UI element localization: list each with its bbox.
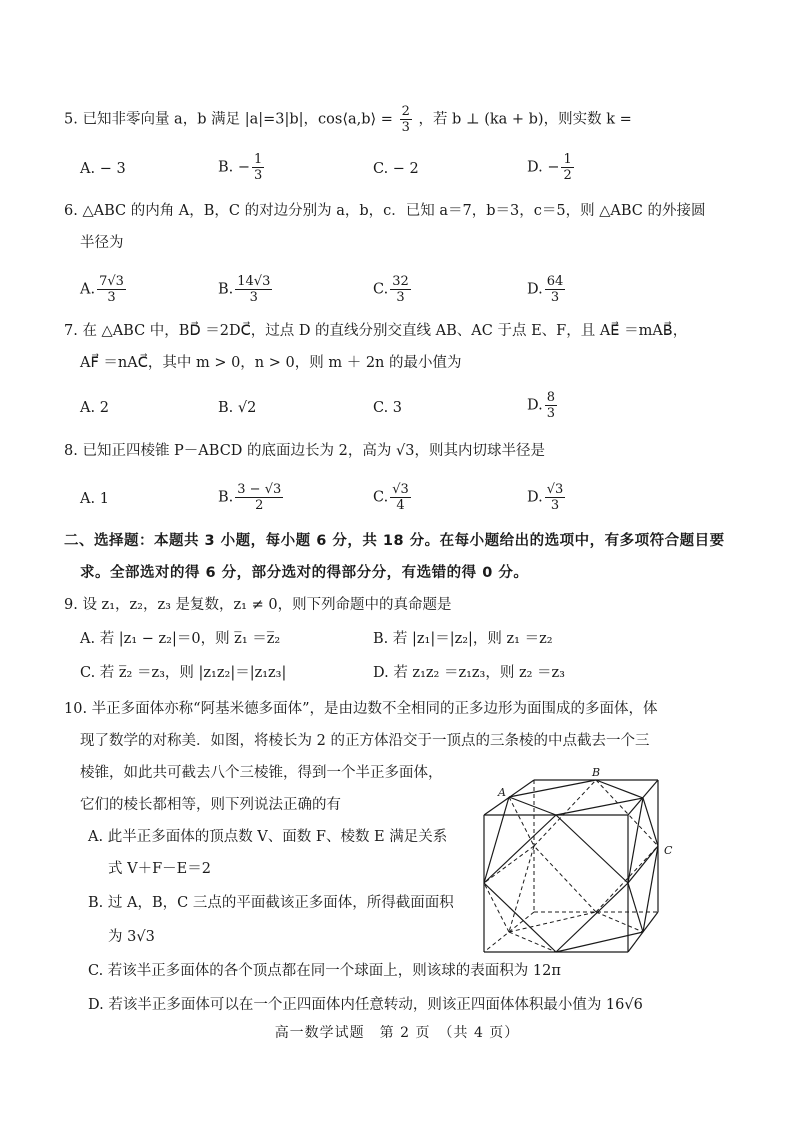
poly-edge: [628, 846, 658, 883]
q10-option-b-line2: 为 3√3: [108, 929, 155, 945]
q6-option-c: C. $\frac{32}{3}$: [373, 274, 409, 305]
poly-edge: [484, 797, 509, 883]
q8-option-b: B. $\frac{3 - √3}{2}$: [218, 482, 282, 513]
poly-edge: [556, 815, 628, 883]
q8-option-d: D. $\frac{√3}{3}$: [527, 482, 564, 513]
q10-option-d: D. 若该半正多面体可以在一个正四面体内任意转动，则该正四面体体积最小值为 16√6: [88, 997, 643, 1013]
q10-option-c: C. 若该半正多面体的各个顶点都在同一个球面上，则该球的表面积为 12π: [88, 963, 561, 979]
q6-option-d: D. $\frac{64}{3}$: [527, 274, 564, 305]
q10-stem-line3: 棱锥，如此共可截去八个三棱锥，得到一个半正多面体，: [80, 765, 443, 781]
q6-option-b: B. $\frac{14√3}{3}$: [218, 274, 271, 305]
q5-stem: [64, 104, 632, 135]
q5-stem-part2: ，若 b ⊥ (ka + b)，则实数 k =: [418, 111, 632, 128]
q5-option-a: A. − 3: [80, 161, 126, 177]
poly-edge: [596, 780, 643, 798]
q9-option-c: C. 若 z̅₂ ＝z₃，则 |z₁z₂|＝|z₁z₃|: [80, 665, 287, 681]
q10-stem-line1: 10. 半正多面体亦称“阿基米德多面体”，是由边数不全相同的正多边形为面围成的多面体，体: [64, 701, 658, 717]
q7-option-d: D. $\frac{8}{3}$: [527, 390, 555, 421]
poly-edge: [484, 815, 556, 883]
q5-option-b: B. − $\frac{1}{3}$: [218, 152, 263, 183]
hidden-edge: [596, 912, 643, 932]
poly-edge: [643, 798, 658, 846]
q7-option-c: C. 3: [373, 400, 403, 416]
hidden-edge: [509, 932, 556, 952]
section2-heading-line1: 二、选择题：本题共 3 小题，每小题 6 分，共 18 分。在每小题给出的选项中，有多项符合题目要: [64, 533, 725, 549]
label-c: C: [664, 844, 673, 857]
q8-option-c: C. $\frac{√3}{4}$: [373, 482, 409, 513]
cuboctahedron-figure: [478, 766, 700, 956]
poly-edge: [556, 883, 628, 952]
q5-stem-part1: 5. 已知非零向量 a，b 满足 |a|=3|b|，cos⟨a,b⟩ =: [64, 111, 393, 128]
section2-heading-line2: 求。全部选对的得 6 分，部分选对的得部分分，有选错的得 0 分。: [80, 565, 529, 581]
q6-stem-line2: 半径为: [80, 235, 124, 251]
poly-edge: [509, 797, 556, 815]
q5-fraction: $\frac{2}{3}$: [401, 104, 410, 135]
q6-stem-line1: 6. △ABC 的内角 A，B，C 的对边分别为 a，b，c．已知 a＝7，b＝3，c＝5，则 △ABC 的外接圆: [64, 203, 706, 219]
q9-option-a: A. 若 |z₁ − z₂|＝0，则 z̅₁ ＝z̅₂: [80, 631, 281, 647]
hidden-edge: [484, 846, 534, 883]
label-a: A: [498, 786, 506, 799]
q8-stem: 8. 已知正四棱锥 P－ABCD 的底面边长为 2，高为 √3，则其内切球半径是: [64, 443, 545, 459]
q9-stem: 9. 设 z₁，z₂，z₃ 是复数，z₁ ≠ 0，则下列命题中的真命题是: [64, 597, 452, 613]
q5-option-c: C. − 2: [373, 161, 419, 177]
q10-stem-line2: 现了数学的对称美．如图，将棱长为 2 的正方体沿交于一顶点的三条棱的中点截去一个三: [80, 733, 650, 749]
q10-stem-line4: 它们的棱长都相等，则下列说法正确的有: [80, 797, 341, 813]
q5-option-d: D. − $\frac{1}{2}$: [527, 152, 572, 183]
hidden-edge: [484, 883, 509, 932]
poly-edge: [628, 883, 643, 932]
q10-option-a-line1: A. 此半正多面体的顶点数 V、面数 F、棱数 E 满足关系: [88, 829, 448, 845]
page-footer: 高一数学试题 第 2 页 （共 4 页）: [274, 1025, 520, 1041]
q8-option-a: A. 1: [80, 491, 109, 507]
q7-stem-line1: 7. 在 △ABC 中，BD⃗ ＝2DC⃗，过点 D 的直线分别交直线 AB、AC 于点 E、F，且 AE⃗ ＝mAB⃗，: [64, 323, 688, 339]
q10-option-a-line2: 式 V＋F－E＝2: [108, 861, 211, 877]
q10-option-b-line1: B. 过 A，B，C 三点的平面截该正多面体，所得截面面积: [88, 895, 454, 911]
q9-option-d: D. 若 z₁z₂ ＝z₁z₃，则 z₂ ＝z₃: [373, 665, 565, 681]
q7-stem-line2: AF⃗ ＝nAC⃗，其中 m > 0，n > 0，则 m ＋ 2n 的最小值为: [80, 355, 462, 371]
q9-option-b: B. 若 |z₁|＝|z₂|，则 z₁ ＝z₂: [373, 631, 553, 647]
q7-option-a: A. 2: [80, 400, 109, 416]
q7-option-b: B. √2: [218, 400, 257, 416]
label-b: B: [592, 766, 601, 779]
hidden-edge: [534, 846, 596, 912]
hidden-edge: [596, 780, 658, 846]
q6-option-a: A. $\frac{7√3}{3}$: [80, 274, 124, 305]
